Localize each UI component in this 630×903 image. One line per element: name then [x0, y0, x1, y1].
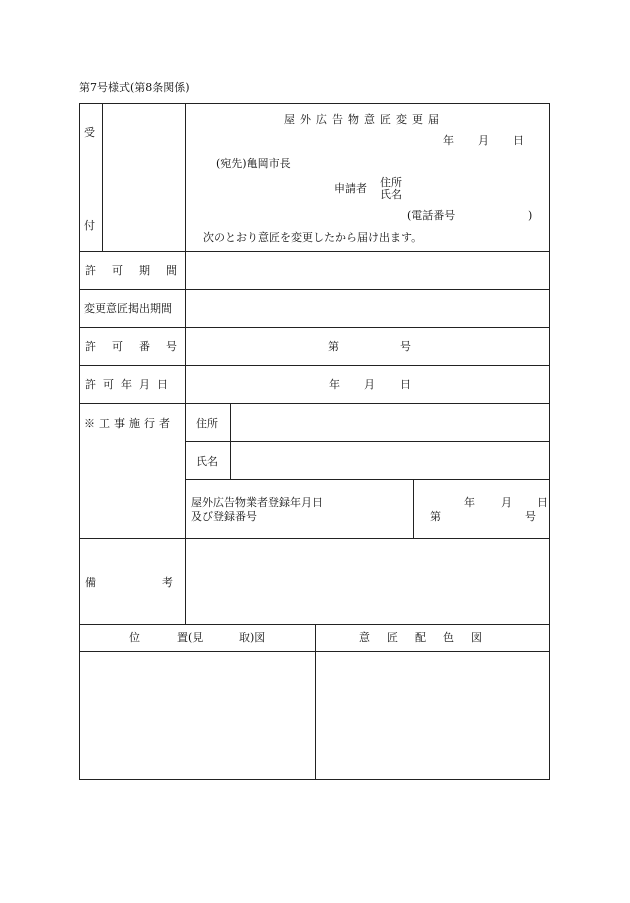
divider — [230, 403, 231, 479]
divider — [79, 251, 550, 252]
registration-number-prefix: 第 — [430, 510, 441, 523]
permit-date-month: 月 — [364, 378, 375, 391]
permit-date-year: 年 — [329, 378, 340, 391]
permit-number-suffix: 号 — [400, 340, 411, 353]
divider — [185, 479, 550, 480]
permit-number-label: 許可番号 — [85, 340, 193, 353]
date-year-label: 年 — [443, 134, 454, 147]
phone-label: (電話番号 — [407, 209, 456, 222]
design-color-map-label: 意匠配色図 — [359, 631, 499, 644]
name-label: 氏名 — [380, 188, 402, 201]
registration-month: 月 — [501, 496, 512, 509]
divider — [79, 403, 550, 404]
reception-bottom: 付 — [84, 219, 95, 232]
divider — [79, 538, 550, 539]
address-label: 住所 — [380, 176, 402, 189]
addressee: (宛先)亀岡市長 — [216, 157, 291, 170]
contractor-address-label: 住所 — [196, 417, 218, 430]
permit-date-day: 日 — [400, 378, 411, 391]
divider — [185, 103, 186, 624]
location-map-label-2: 置(見 — [177, 631, 204, 644]
remarks-label: 備考 — [85, 576, 239, 589]
divider — [102, 103, 103, 251]
location-map-label-1: 位 — [129, 631, 140, 644]
divider — [79, 327, 550, 328]
registration-number-suffix: 号 — [525, 510, 536, 523]
registration-year: 年 — [464, 496, 475, 509]
date-month-label: 月 — [478, 134, 489, 147]
registration-label-line1: 屋外広告物業者登録年月日 — [191, 496, 323, 509]
permit-date-label: 許可年月日 — [85, 378, 175, 391]
divider — [315, 624, 316, 780]
registration-day: 日 — [537, 496, 548, 509]
divider — [79, 365, 550, 366]
registration-label-line2: 及び登録番号 — [191, 510, 257, 523]
notice-body: 次のとおり意匠を変更したから届け出ます。 — [203, 231, 423, 244]
contractor-name-label: 氏名 — [196, 455, 218, 468]
applicant-label: 申請者 — [334, 182, 367, 195]
location-map-label-3: 取)図 — [239, 631, 266, 644]
divider — [79, 289, 550, 290]
reception-top: 受 — [84, 126, 95, 139]
phone-close: ) — [528, 209, 533, 222]
permit-period-label: 許可期間 — [85, 264, 193, 277]
permit-number-prefix: 第 — [328, 340, 339, 353]
date-day-label: 日 — [513, 134, 524, 147]
contractor-label: ※工事施行者 — [84, 417, 174, 430]
change-period-label: 変更意匠掲出期間 — [84, 302, 172, 315]
divider — [413, 479, 414, 538]
form-number: 第7号様式(第8条関係) — [79, 81, 190, 94]
divider — [185, 441, 550, 442]
notice-title: 屋外広告物意匠変更届 — [284, 113, 444, 126]
